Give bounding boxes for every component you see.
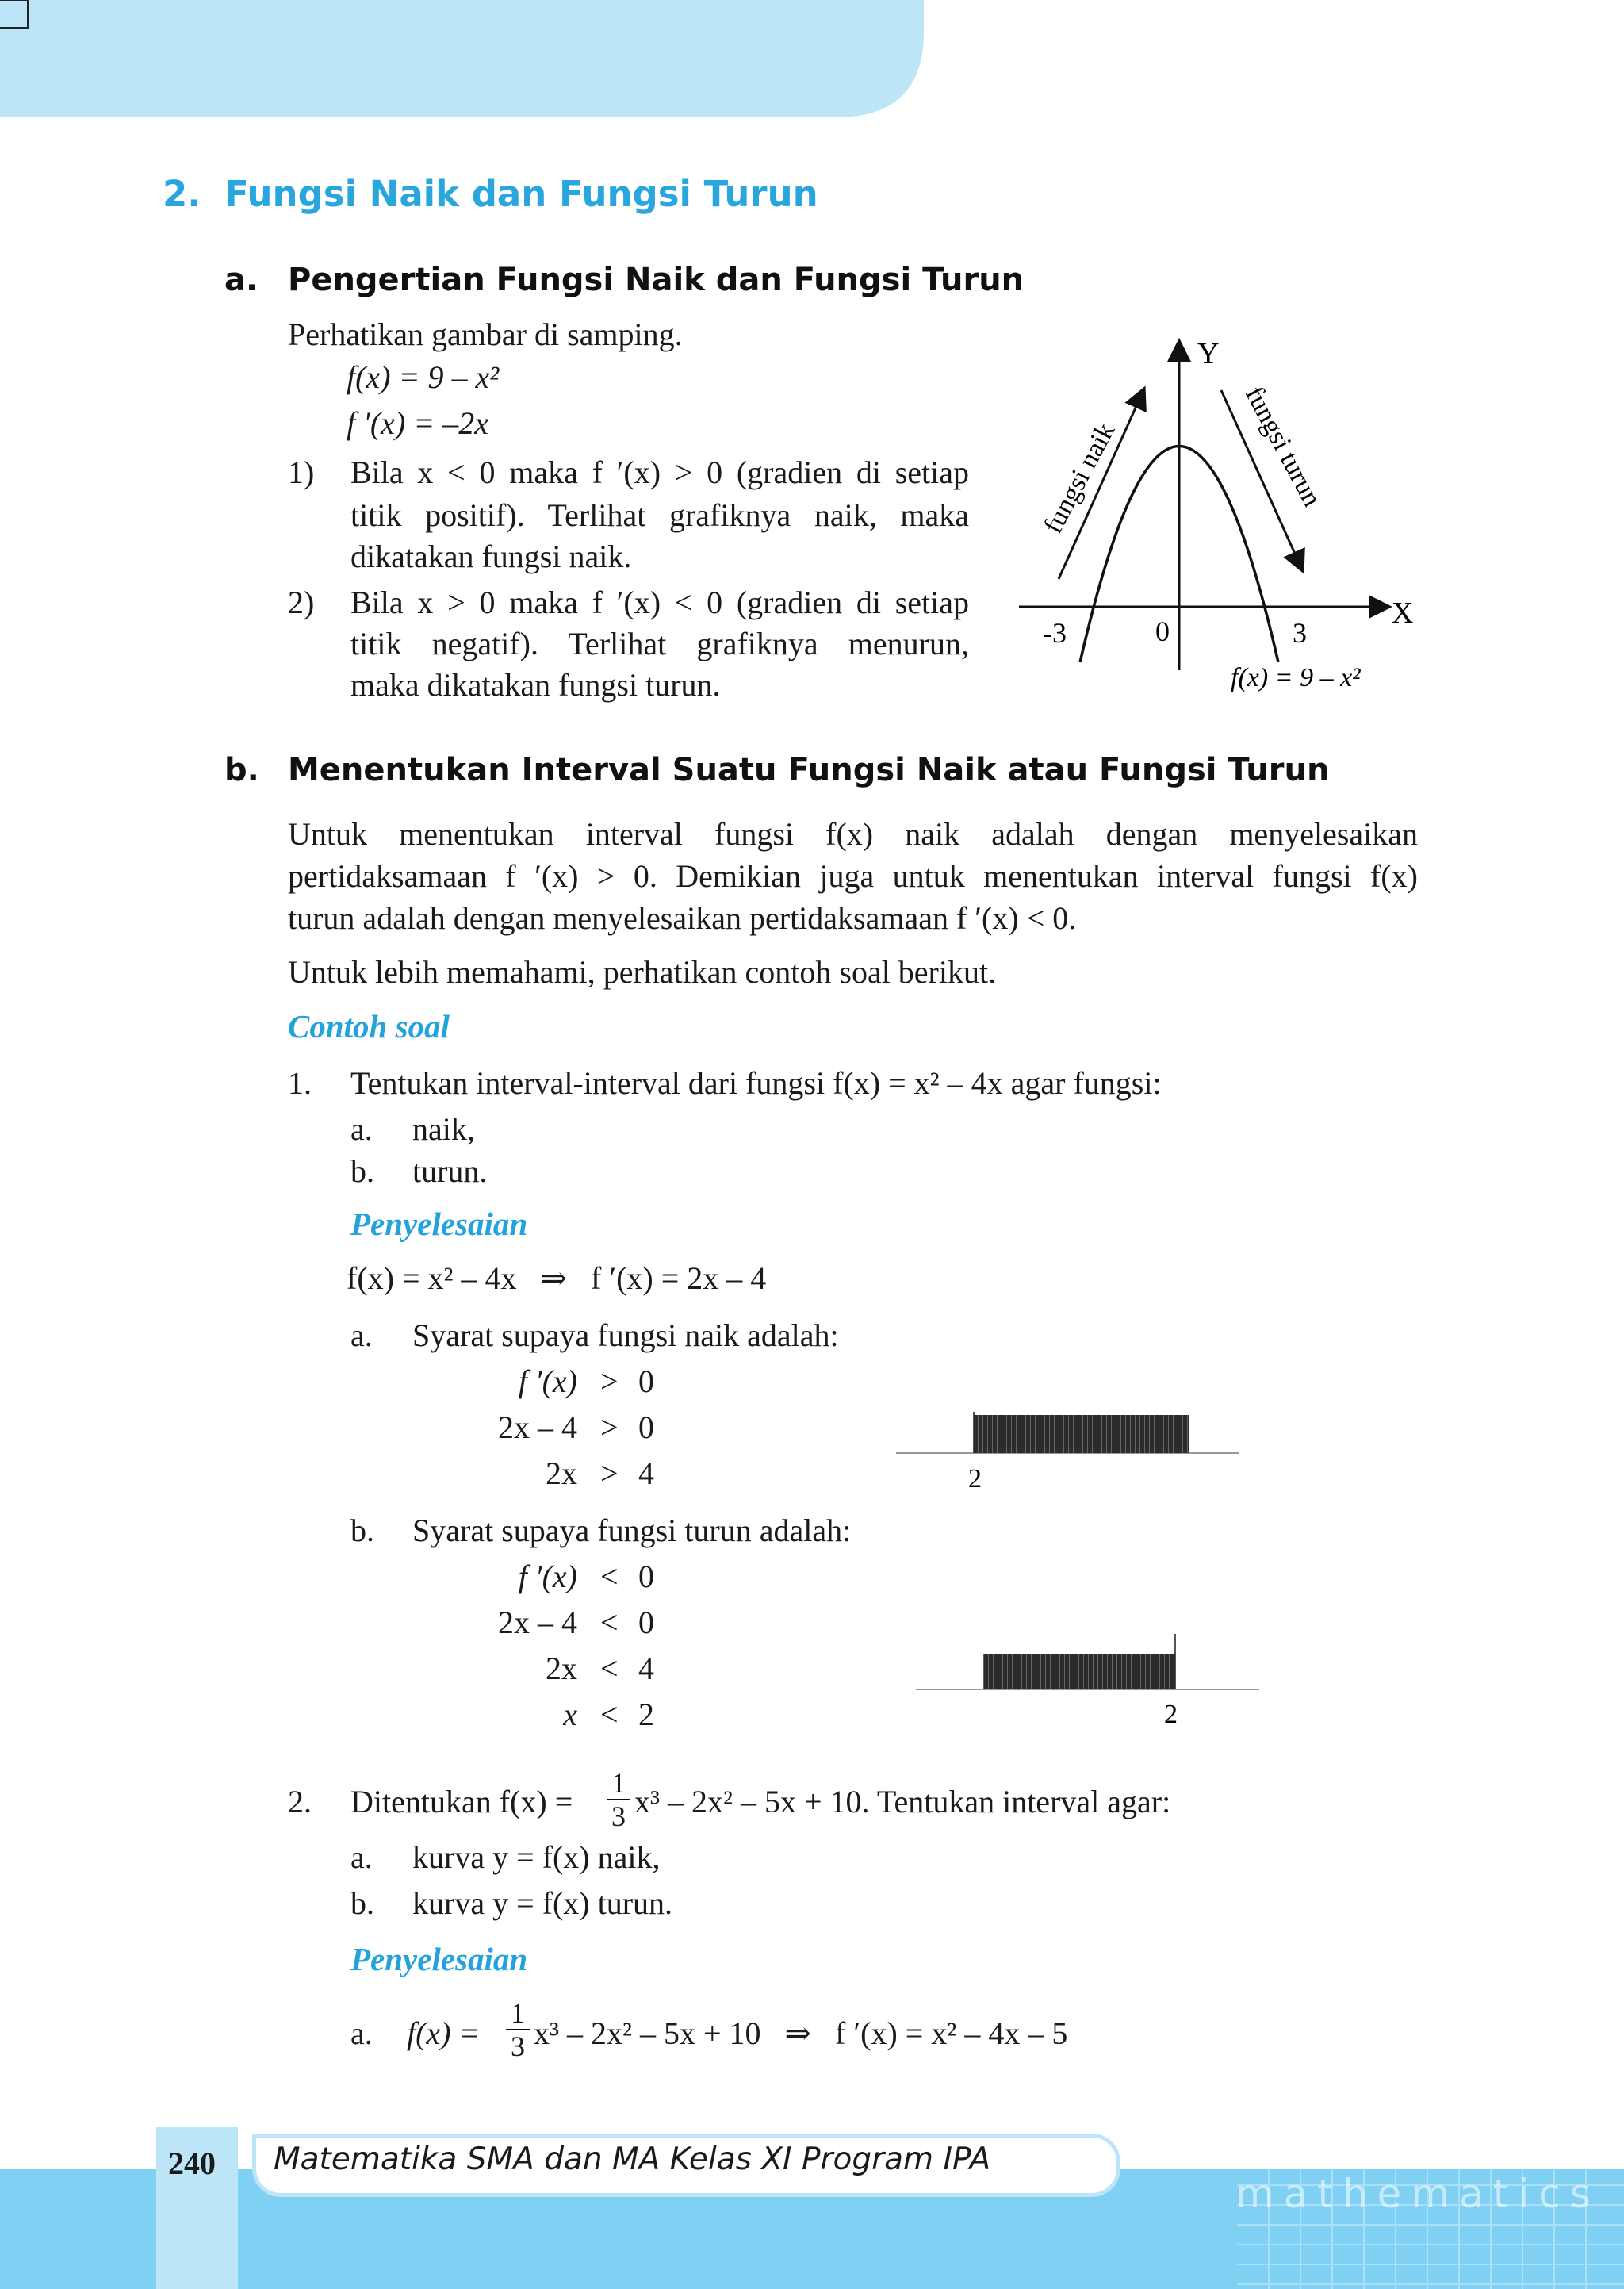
ineq-b-row1-op: < <box>600 1559 619 1594</box>
number-line-naik <box>892 1396 1249 1491</box>
ineq-b-row3-lhs: 2x <box>546 1651 577 1686</box>
example-2-question-post: x³ – 2x² – 5x + 10. Tentukan interval agar: <box>634 1784 1171 1819</box>
ineq-a-row3-rhs: 4 <box>638 1455 654 1491</box>
ineq-b-row3-op: < <box>600 1651 619 1686</box>
point-2-line-2: titik negatif). Terlihat grafiknya menurun, <box>350 626 969 661</box>
solution-2a-pre: f(x) = <box>407 2015 481 2051</box>
point-1-line-2: titik positif). Terlihat grafiknya naik, maka <box>350 497 969 533</box>
solution-1b-letter: b. <box>350 1513 374 1548</box>
solution-1-derivative: f(x) = x² – 4x ⇒ f ′(x) = 2x – 4 <box>347 1260 767 1296</box>
subsection-a-letter: a. <box>224 262 259 298</box>
ineq-a-row1-lhs: f ′(x) <box>518 1363 577 1399</box>
header-tab-decoration <box>0 0 1624 127</box>
example-1-number: 1. <box>288 1065 312 1101</box>
shaded-interval-turun <box>983 1654 1175 1689</box>
tick-label-zero: 0 <box>1155 615 1170 647</box>
footer-watermark: mathematics <box>1235 2171 1600 2217</box>
example-1-option-b: turun. <box>412 1153 488 1189</box>
fraction-numerator: 1 <box>511 1997 525 2029</box>
ineq-a-row1-op: > <box>600 1363 619 1399</box>
ineq-b-row2-op: < <box>600 1605 619 1640</box>
ineq-b-row3-rhs: 4 <box>638 1651 654 1686</box>
point-2-line-3: maka dikatakan fungsi turun. <box>350 667 721 703</box>
ineq-b-row1-rhs: 0 <box>638 1559 654 1594</box>
subsection-b-title: Menentukan Interval Suatu Fungsi Naik atau Fungsi Turun <box>288 752 1330 788</box>
solution-1a-text: Syarat supaya fungsi naik adalah: <box>412 1317 839 1353</box>
example-2-option-a-letter: a. <box>350 1839 373 1875</box>
graph-caption: f(x) = 9 – x² <box>1231 663 1361 692</box>
example-1-option-a: naik, <box>412 1111 475 1147</box>
point-1-line-3: dikatakan fungsi naik. <box>350 539 632 574</box>
fraction-numerator: 1 <box>611 1767 626 1799</box>
tick-label-3: 3 <box>1293 617 1307 649</box>
intro-text: Perhatikan gambar di samping. <box>288 316 683 352</box>
section-number: 2. <box>163 173 201 215</box>
page-number: 240 <box>168 2145 216 2181</box>
example-2-question-pre: Ditentukan f(x) = <box>350 1784 573 1819</box>
number-line-naik-label: 2 <box>968 1464 982 1491</box>
paragraph-line-3: turun adalah dengan menyelesaikan pertidaksamaan f ′(x) < 0. <box>288 900 1077 936</box>
ineq-b-row1-lhs: f ′(x) <box>518 1559 577 1594</box>
ineq-b-row4-rhs: 2 <box>638 1697 654 1732</box>
ineq-a-row2-lhs: 2x – 4 <box>498 1409 577 1445</box>
paragraph-2: Untuk lebih memahami, perhatikan contoh soal berikut. <box>288 954 997 990</box>
equation-f: f(x) = 9 – x² <box>347 359 500 395</box>
ineq-a-row1-rhs: 0 <box>638 1363 654 1399</box>
ineq-a-row3-op: > <box>600 1455 619 1491</box>
solution-1-label: Penyelesaian <box>350 1206 528 1242</box>
paragraph-line-1: Untuk menentukan interval fungsi f(x) naik adalah dengan menyelesaikan <box>288 816 1418 852</box>
point-1-number: 1) <box>288 454 315 490</box>
x-axis-label: X <box>1392 596 1414 630</box>
paragraph-line-2: pertidaksamaan f ′(x) > 0. Demikian juga untuk menentukan interval fungsi f(x) <box>288 858 1418 894</box>
subsection-b-letter: b. <box>224 752 259 788</box>
equation-fprime: f ′(x) = –2x <box>347 405 489 441</box>
fraction-denominator: 3 <box>511 2030 525 2062</box>
example-2-number: 2. <box>288 1784 312 1819</box>
example-2-fraction <box>607 1767 630 1832</box>
solution-1b-text: Syarat supaya fungsi turun adalah: <box>412 1513 852 1548</box>
ineq-a-row2-op: > <box>600 1409 619 1445</box>
ineq-b-row2-rhs: 0 <box>638 1605 654 1640</box>
y-axis-label: Y <box>1197 337 1220 370</box>
shaded-interval-naik <box>974 1415 1189 1453</box>
example-1-option-a-letter: a. <box>350 1111 373 1147</box>
label-fungsi-turun: fungsi turun <box>1239 382 1327 512</box>
example-1-option-b-letter: b. <box>350 1153 374 1189</box>
tick-label-neg3: -3 <box>1043 617 1067 649</box>
solution-1a-letter: a. <box>350 1317 373 1353</box>
example-1-question: Tentukan interval-interval dari fungsi f(x) = x² – 4x agar fungsi: <box>350 1065 1162 1101</box>
ineq-b-row2-lhs: 2x – 4 <box>498 1605 577 1640</box>
ineq-b-row4-op: < <box>600 1697 619 1732</box>
solution-2a-post: x³ – 2x² – 5x + 10 ⇒ f ′(x) = x² – 4x – 5 <box>534 2015 1068 2051</box>
solution-2-label: Penyelesaian <box>350 1941 528 1977</box>
point-2-line-1: Bila x > 0 maka f ′(x) < 0 (gradien di setiap <box>350 585 969 620</box>
label-fungsi-naik: fungsi naik <box>1038 418 1121 539</box>
contoh-soal-label: Contoh soal <box>288 1008 450 1045</box>
parabola-graph <box>1007 325 1435 706</box>
section-title: Fungsi Naik dan Fungsi Turun <box>224 173 818 215</box>
ineq-b-row4-lhs: x <box>563 1697 577 1732</box>
solution-2a-fraction <box>506 1997 530 2062</box>
point-1-line-1: Bila x < 0 maka f ′(x) > 0 (gradien di setiap <box>350 454 969 490</box>
fraction-denominator: 3 <box>611 1800 626 1832</box>
ineq-a-row3-lhs: 2x <box>546 1455 577 1491</box>
solution-2a-letter: a. <box>350 2015 373 2051</box>
example-2-option-b-letter: b. <box>350 1885 374 1921</box>
point-2-number: 2) <box>288 585 315 620</box>
example-2-option-b: kurva y = f(x) turun. <box>412 1885 673 1921</box>
ineq-a-row2-rhs: 0 <box>638 1409 654 1445</box>
example-2-option-a: kurva y = f(x) naik, <box>412 1839 661 1875</box>
number-line-turun-label: 2 <box>1164 1700 1178 1729</box>
subsection-a-title: Pengertian Fungsi Naik dan Fungsi Turun <box>288 262 1025 298</box>
footer-book-title: Matematika SMA dan MA Kelas XI Program IPA <box>274 2141 991 2177</box>
number-line-turun <box>912 1626 1269 1729</box>
